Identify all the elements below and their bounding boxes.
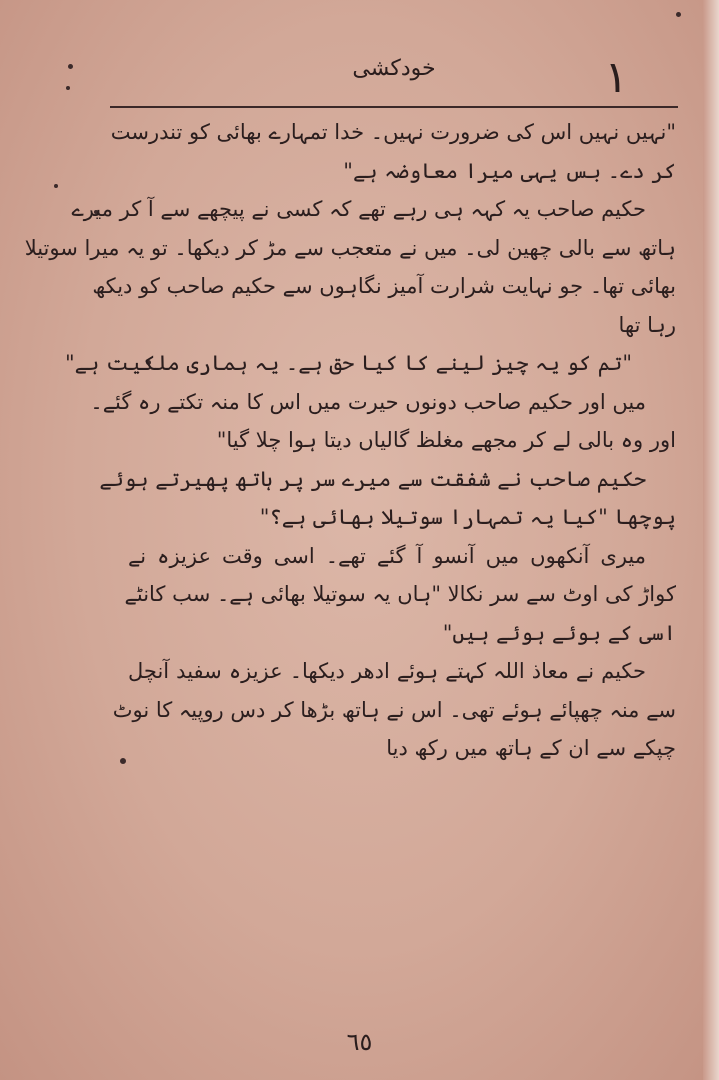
page-title: خودکشی [352, 56, 436, 81]
text-line: میری آنکھوں میں آنسو آ گئے تھے۔ اسی وقت عزیزہ نے [128, 543, 646, 568]
header-page-number: ١ [604, 52, 628, 103]
text-line: سے منہ چھپائے ہوئے تھی۔ اس نے ہاتھ بڑھا کر دس روپیہ کا نوٹ [112, 697, 676, 722]
text-line: رہا تھا [618, 312, 676, 337]
ink-spot [68, 64, 73, 69]
text-line: حکیم صاحب نے شفقت سے میرے سر پر ہاتھ پھیرتے ہوئے [99, 466, 646, 491]
text-line: بھائی تھا۔ جو نہایت شرارت آمیز نگاہوں سے حکیم صاحب کو دیکھ [92, 274, 676, 298]
text-line: حکیم نے معاذ اللہ کہتے ہوئے ادھر دیکھا۔ عزیزہ سفید آنچل [128, 659, 646, 683]
text-line: اسی کے بوئے ہوئے ہیں" [442, 620, 676, 645]
text-line: میں اور حکیم صاحب دونوں حیرت میں اس کا منہ تکتے رہ گئے۔ [90, 389, 646, 414]
footer-page-number: ٦٥ [346, 1028, 373, 1056]
text-line: پوچھا "کیا یہ تمہارا سوتیلا بھائی ہے؟" [259, 505, 676, 529]
text-line: "نہیں نہیں اس کی ضرورت نہیں۔ خدا تمہارے بھائی کو تندرست [110, 120, 676, 144]
text-line: حکیم صاحب یہ کہہ ہی رہے تھے کہ کسی نے پیچھے سے آ کر میرے [71, 197, 646, 221]
ink-spot [54, 184, 58, 188]
page-header [110, 38, 678, 110]
header-rule [110, 106, 678, 108]
ink-spot [66, 86, 70, 90]
page-edge [703, 0, 719, 1080]
text-line: چپکے سے ان کے ہاتھ میں رکھ دیا [386, 736, 676, 760]
text-line: ہاتھ سے بالی چھین لی۔ میں نے متعجب سے مڑ کر دیکھا۔ تو یہ میرا سوتیلا [24, 235, 676, 260]
page-body [24, 118, 676, 1008]
text-line: کر دے۔ بس یہی میرا معاوضہ ہے" [343, 158, 676, 183]
text-line: "تم کو یہ چیز لینے کا کیا حق ہے۔ یہ ہماری ملکیت ہے" [65, 351, 632, 375]
ink-spot [676, 12, 681, 17]
ink-spot [120, 758, 126, 764]
text-line: اور وہ بالی لے کر مجھے مغلظ گالیاں دیتا ہوا چلا گیا" [216, 428, 676, 452]
text-line: کواڑ کی اوٹ سے سر نکالا "ہاں یہ سوتیلا بھائی ہے۔ سب کانٹے [124, 582, 676, 606]
